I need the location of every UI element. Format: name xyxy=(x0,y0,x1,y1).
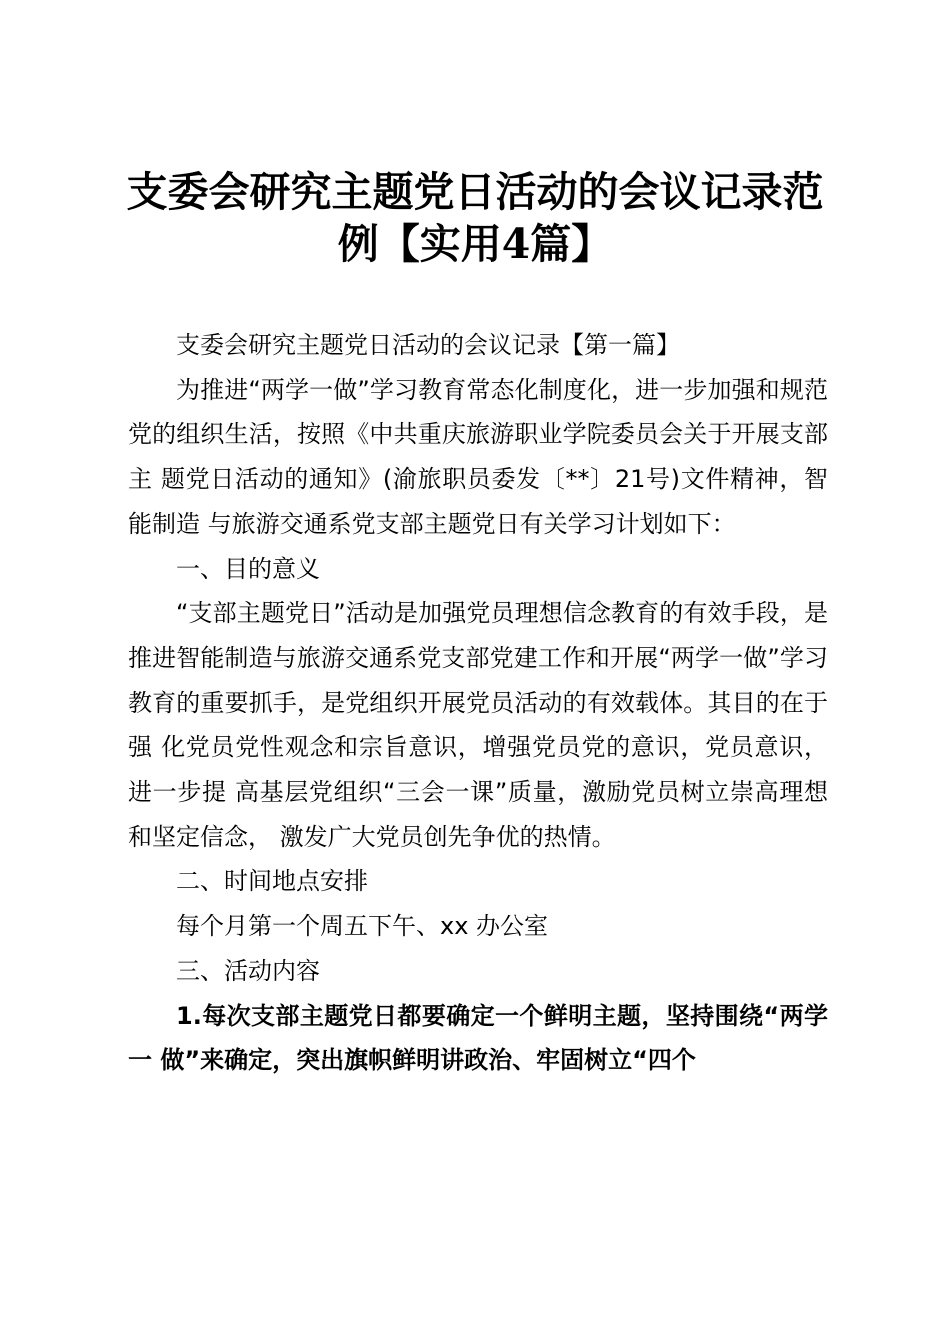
document-body xyxy=(128,323,828,1083)
section-heading: 一、目的意义 xyxy=(176,554,320,583)
body-paragraph-bold: 1.每次支部主题党日都要确定一个鲜明主题，坚持围绕“两学一 做”来确定，突出旗帜鲜明讲政治、牢固树立“四个 xyxy=(128,1001,828,1075)
section-heading: 支委会研究主题党日活动的会议记录【第一篇】 xyxy=(176,331,680,359)
body-paragraph: 为推进“两学一做”学习教育常态化制度化，进一步加强和规范 党的组织生活，按照《中共重庆旅游职业学院委员会关于开展支部主 题党日活动的通知》(渝旅职员委发〔**〕21号)文件精神，智能制造 与旅游交通系党支部主题党日有关学习计划如下： xyxy=(128,375,828,538)
section-heading: 三、活动内容 xyxy=(176,956,320,985)
document-title: 支委会研究主题党日活动的会议记录范例【实用4篇】 xyxy=(126,168,824,268)
section-heading: 二、时间地点安排 xyxy=(176,867,368,896)
body-paragraph: “支部主题党日”活动是加强党员理想信念教育的有效手段，是 推进智能制造与旅游交通系党支部党建工作和开展“两学一做”学习 教育的重要抓手，是党组织开展党员活动的有效载体。其目的在于强 化党员党性观念和宗旨意识，增强党员党的意识，党员意识，进一步提 高基层党组织“三会一课”质量，激励党员树立崇高理想和坚定信念， 激发广大党员创先争优的热情。 xyxy=(128,599,828,851)
body-paragraph: 每个月第一个周五下午、xx 办公室 xyxy=(176,912,549,941)
